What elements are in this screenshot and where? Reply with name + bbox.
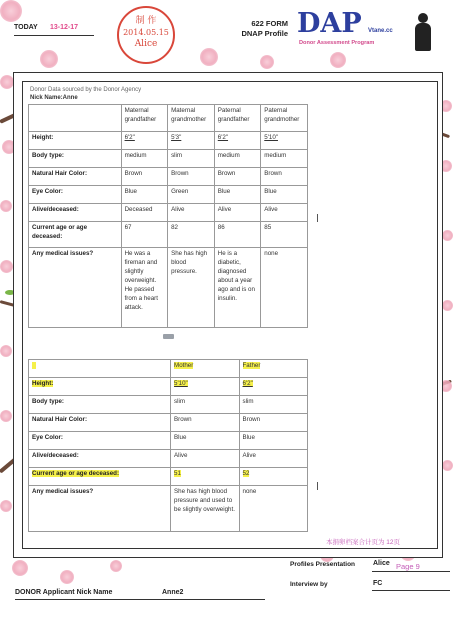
table-header-cell: Father [239,360,307,378]
table-handle [163,334,174,339]
row-label: Current age or age deceased: [29,468,171,486]
presentation-value: Alice [373,560,390,567]
table-cell: Green [168,186,215,204]
table-cell: Blue [214,186,261,204]
stamp-name: Alice [134,39,158,49]
table-row [29,222,308,248]
table-cell: She has high blood pressure and used to be slightly overweight. [171,486,239,532]
table-cell: Alive [239,450,307,468]
table-cell: medium [214,150,261,168]
table-header-cell: Maternal grandmother [168,105,215,132]
table-row [29,132,308,150]
table-cell: Alive [261,204,308,222]
table-row [29,204,308,222]
table-cell: 52 [239,468,307,486]
table-cell: 86 [214,222,261,248]
content-inner [22,81,438,549]
table-edge-marker [317,482,318,490]
table-cell: 82 [168,222,215,248]
table-cell: She has high blood pressure. [168,248,215,328]
row-label: Any medical issues? [29,248,122,328]
table-row [29,248,308,328]
table-row [29,486,308,532]
table-cell: Blue [121,186,168,204]
intro-nickname: Nick Name:Anne [30,95,78,102]
row-label: Alive/deceased: [29,204,122,222]
logo-subtitle: Donor Assessment Program [299,40,375,46]
table-cell: Blue [171,432,239,450]
table-cell: Brown [168,168,215,186]
table-row [29,414,308,432]
table-cell: none [239,486,307,532]
table-cell: 85 [261,222,308,248]
stamp-date: 2014.05.15 [123,28,169,37]
table-row [29,378,308,396]
table-cell: Alive [214,204,261,222]
content-frame [13,72,443,558]
table-cell: Brown [214,168,261,186]
row-label: Body type: [29,150,122,168]
table-cell: Deceased [121,204,168,222]
table-cell: 5'3" [168,132,215,150]
table-header-cell: Paternal grandmother [261,105,308,132]
table-header-cell: Mother [171,360,239,378]
row-label: Body type: [29,396,171,414]
table-cell: 6'2" [121,132,168,150]
table-row [29,468,308,486]
row-label: Any medical issues? [29,486,171,532]
table-cell: Alive [171,450,239,468]
form-title: 622 FORM [251,19,288,28]
row-label: Height: [29,132,122,150]
table-cell: slim [239,396,307,414]
table-cell: Brown [171,414,239,432]
table-cell: none [261,248,308,328]
table-cell: He was a fireman and slightly overweight. He passed from a heart attack. [121,248,168,328]
table-cell: slim [168,150,215,168]
interview-value: FC [373,580,383,587]
table-cell: 6'2" [214,132,261,150]
table-edge-marker [317,214,318,222]
nick-underline [15,599,265,600]
table-cell: Brown [239,414,307,432]
stamp-top: 制 作 [135,16,157,26]
presentation-label: Profiles Presentation [290,561,356,568]
table-row [29,186,308,204]
table-row [29,396,308,414]
table-header-cell: Maternal grandfather [121,105,168,132]
today-underline [14,35,94,36]
table-cell: He is a diabetic, diagnosed about a year ago and is on insulin. [214,248,261,328]
table-cell: medium [261,150,308,168]
table-cell: Alive [168,204,215,222]
table-cell: 5'10" [171,378,239,396]
table-cell: Blue [261,186,308,204]
table-header-row [29,360,308,378]
page-number: Page 9 [396,562,420,571]
production-stamp [117,6,175,64]
row-label: Eye Color: [29,432,171,450]
table-row [29,432,308,450]
parents-table [28,359,308,532]
interview-underline [372,590,450,591]
row-label: Alive/deceased: [29,450,171,468]
page-count-note: 本捐卵档案合计页为 12页 [326,539,401,546]
table-cell: slim [171,396,239,414]
logo-tagline: Vtane.cc [368,28,393,34]
table-header-cell [29,105,122,132]
nick-label: DONOR Applicant Nick Name [15,589,113,596]
table-cell: 67 [121,222,168,248]
table-cell: Brown [261,168,308,186]
table-row [29,150,308,168]
table-cell: 51 [171,468,239,486]
today-label: TODAY [14,24,38,31]
person-silhouette [414,13,432,51]
intro-source: Donor Data sourced by the Donor Agency [30,87,142,93]
table-row [29,168,308,186]
grandparents-table [28,104,308,328]
table-cell: 5'10" [261,132,308,150]
row-label: Current age or age deceased: [29,222,122,248]
table-cell: 6'2" [239,378,307,396]
presentation-underline [372,571,450,572]
form-header [236,19,288,39]
form-subtitle: DNAP Profile [241,29,288,39]
row-label: Eye Color: [29,186,122,204]
row-label: Natural Hair Color: [29,168,122,186]
table-row [29,450,308,468]
table-header-cell [29,360,171,378]
interview-label: Interview by [290,581,328,588]
table-cell: Blue [239,432,307,450]
nick-value: Anne2 [162,589,184,596]
row-label: Height: [29,378,171,396]
table-cell: medium [121,150,168,168]
dap-logo: DAP [297,8,362,39]
today-value: 13-12-17 [50,24,79,31]
intro-block [30,86,141,103]
row-label: Natural Hair Color: [29,414,171,432]
table-header-row [29,105,308,132]
table-cell: Brown [121,168,168,186]
table-header-cell: Paternal grandfather [214,105,261,132]
